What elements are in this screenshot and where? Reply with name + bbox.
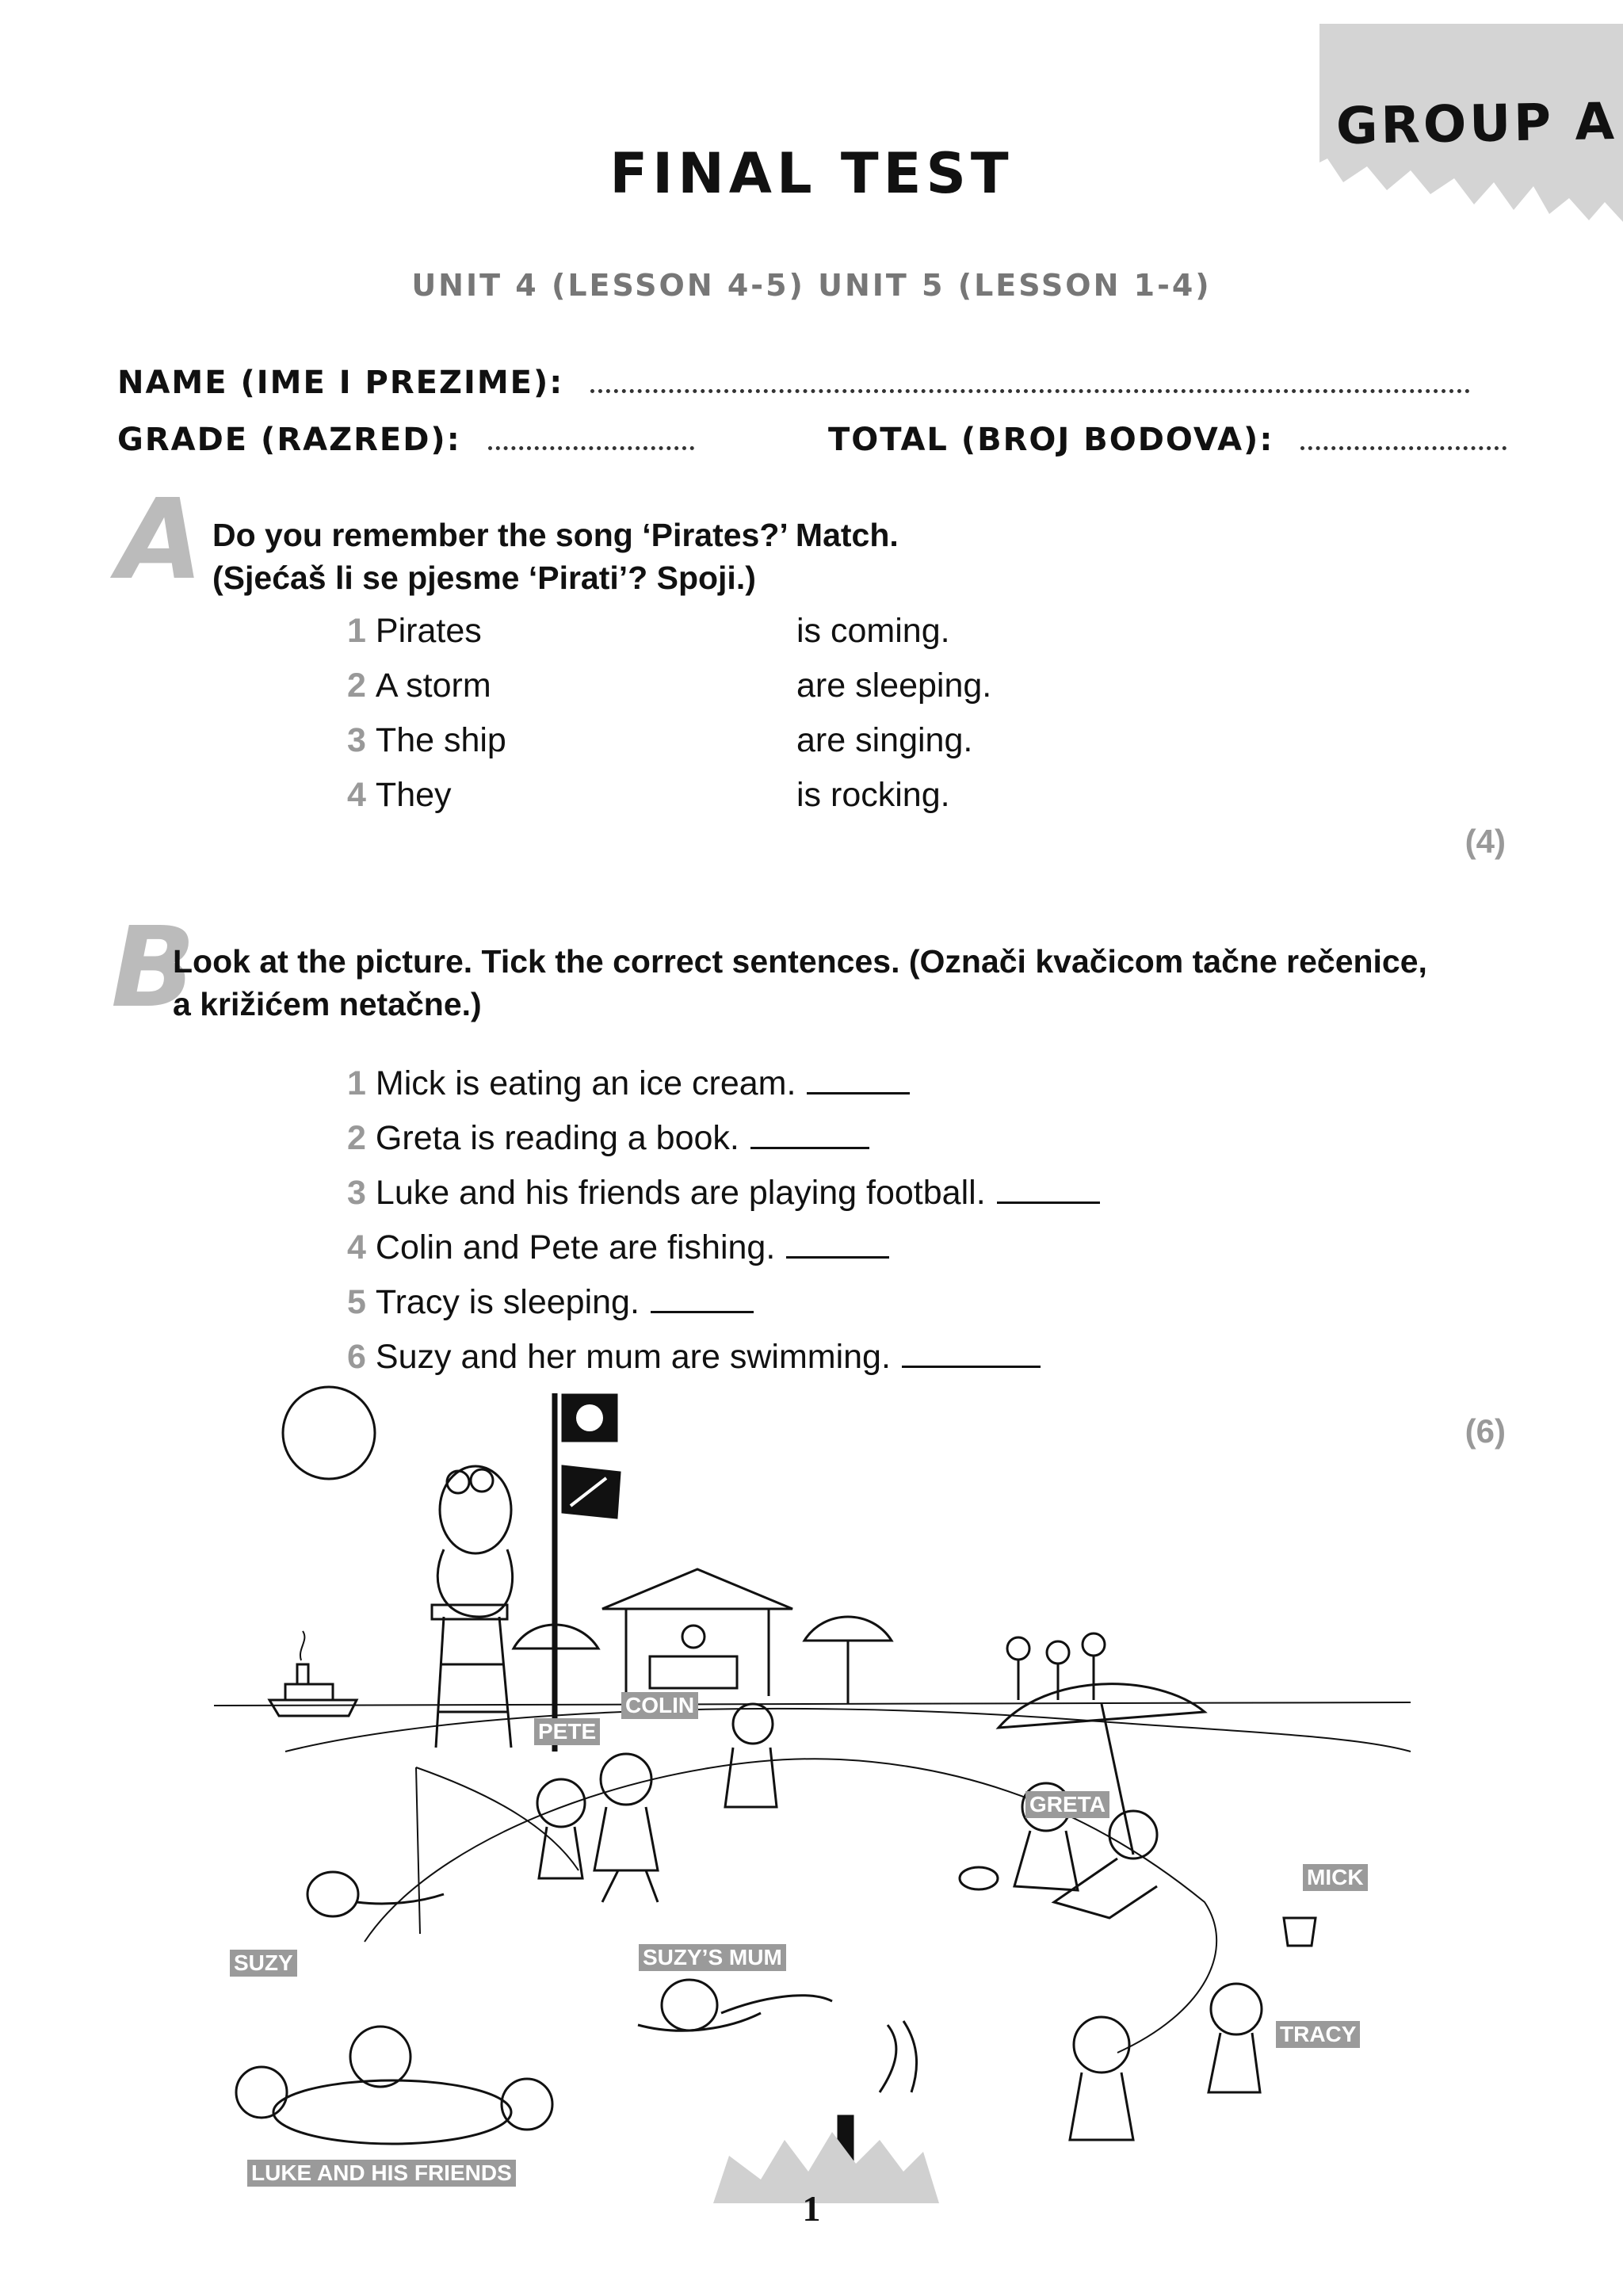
fishing-rod-icon <box>416 1767 579 1870</box>
answer-blank[interactable] <box>807 1064 910 1095</box>
tick-sentence <box>347 1228 889 1267</box>
pete-figure-icon <box>537 1779 585 1878</box>
name-label: NAME (IME I PREZIME): <box>117 365 564 401</box>
name-field[interactable] <box>590 365 1470 393</box>
item-number: 2 <box>347 667 366 705</box>
units-subtitle: UNIT 4 (LESSON 4-5) UNIT 5 (LESSON 1-4) <box>411 268 1212 303</box>
label-pete: PETE <box>534 1718 600 1745</box>
section-a-letter: A <box>117 476 204 605</box>
section-a-instruction-en: Do you remember the song ‘Pirates?’ Match. <box>212 517 899 553</box>
sentence-text: Suzy and her mum are swimming. <box>375 1338 891 1376</box>
colin-figure-icon <box>594 1754 658 1902</box>
match-left-item[interactable] <box>347 612 482 651</box>
boy-digging-icon <box>1070 2017 1133 2140</box>
sentence-text: Mick is eating an ice cream. <box>375 1064 796 1102</box>
match-right-item[interactable]: are singing. <box>796 721 973 759</box>
grade-field[interactable] <box>488 422 694 450</box>
answer-blank[interactable] <box>651 1282 754 1313</box>
total-field-row <box>828 422 1507 458</box>
item-number: 4 <box>347 1228 366 1266</box>
crab-icon <box>960 1867 998 1889</box>
tick-sentence <box>347 1282 754 1322</box>
label-greta: GRETA <box>1025 1791 1109 1818</box>
beach-bar-icon <box>602 1569 792 1696</box>
item-number: 5 <box>347 1283 366 1321</box>
suzys-mum-figure-icon <box>638 1980 832 2030</box>
page-title: FINAL TEST <box>609 141 1014 206</box>
match-left-text: Pirates <box>375 612 482 650</box>
sentence-text: Greta is reading a book. <box>375 1119 739 1157</box>
section-b-letter: B <box>111 904 196 1033</box>
item-number: 1 <box>347 612 366 650</box>
item-number: 2 <box>347 1119 366 1157</box>
total-label: TOTAL (BROJ BODOVA): <box>828 422 1274 458</box>
flag-icon <box>563 1466 620 1518</box>
page-number: 1 <box>802 2188 821 2229</box>
bucket-icon <box>1284 1918 1316 1946</box>
label-mick: MICK <box>1303 1864 1368 1891</box>
diver-legs-icon <box>880 2021 917 2092</box>
section-b-instruction-line2: a križićem netačne.) <box>173 986 482 1022</box>
group-label: GROUP A <box>1335 92 1618 157</box>
item-number: 1 <box>347 1064 366 1102</box>
luke-and-friends-figure-icon <box>236 2027 552 2144</box>
answer-blank[interactable] <box>786 1228 889 1259</box>
mick-figure-icon <box>1054 1811 1157 1918</box>
item-number: 6 <box>347 1338 366 1376</box>
tracy-figure-icon <box>1209 1984 1262 2092</box>
match-left-text: The ship <box>375 721 506 759</box>
boy-walking-icon <box>725 1704 777 1807</box>
sentence-text: Luke and his friends are playing football. <box>375 1174 986 1212</box>
label-suzy: SUZY <box>230 1950 297 1977</box>
horizon-line <box>214 1702 1411 1706</box>
label-colin: COLIN <box>621 1692 698 1719</box>
label-tracy: TRACY <box>1276 2021 1360 2048</box>
match-left-item[interactable] <box>347 721 506 760</box>
umbrella-icon <box>999 1684 1205 1855</box>
label-luke-and-friends: LUKE AND HIS FRIENDS <box>247 2160 516 2187</box>
tick-sentence <box>347 1337 1041 1377</box>
item-number: 3 <box>347 721 366 759</box>
sun-icon <box>283 1387 375 1479</box>
sentence-text: Tracy is sleeping. <box>375 1283 640 1321</box>
match-right-item[interactable]: is rocking. <box>796 776 950 814</box>
match-right-item[interactable]: is coming. <box>796 612 950 650</box>
section-b-instruction-line1: Look at the picture. Tick the correct sentences. (Označi kvačicom tačne rečenice, <box>173 943 1427 980</box>
sentence-text: Colin and Pete are fishing. <box>375 1228 776 1266</box>
section-a-instruction <box>212 514 899 599</box>
grade-label: GRADE (RAZRED): <box>117 422 461 458</box>
beach-scene-drawing <box>206 1379 1442 2203</box>
tick-sentence <box>347 1064 910 1103</box>
label-suzys-mum: SUZY’S MUM <box>639 1944 786 1971</box>
tick-sentence <box>347 1118 869 1158</box>
section-b-score: (6) <box>1465 1412 1506 1450</box>
section-a-score: (4) <box>1465 823 1506 860</box>
beach-scene-illustration <box>206 1379 1442 2203</box>
total-field[interactable] <box>1300 422 1507 450</box>
dune-line <box>285 1709 1411 1752</box>
answer-blank[interactable] <box>902 1337 1041 1368</box>
suzy-figure-icon <box>307 1872 444 1916</box>
item-number: 4 <box>347 776 366 814</box>
item-number: 3 <box>347 1174 366 1212</box>
match-left-item[interactable] <box>347 667 491 705</box>
answer-blank[interactable] <box>750 1118 869 1149</box>
grade-field-row <box>117 422 694 458</box>
match-left-text: They <box>375 776 452 814</box>
match-left-text: A storm <box>375 667 491 705</box>
match-left-item[interactable] <box>347 776 452 815</box>
name-field-row <box>117 365 1470 401</box>
lifeguard-with-binoculars-icon <box>437 1466 512 1617</box>
answer-blank[interactable] <box>997 1173 1100 1204</box>
section-a-instruction-hr: (Sjećaš li se pjesme ‘Pirati’? Spoji.) <box>212 560 756 596</box>
umbrella-icon <box>804 1617 892 1704</box>
people-in-distance-icon <box>1007 1633 1105 1700</box>
section-b-instruction <box>173 940 1427 1026</box>
ship-icon <box>269 1631 357 1716</box>
match-right-item[interactable]: are sleeping. <box>796 667 992 705</box>
tick-sentence <box>347 1173 1100 1213</box>
lifeguard-tower-icon <box>432 1605 511 1748</box>
